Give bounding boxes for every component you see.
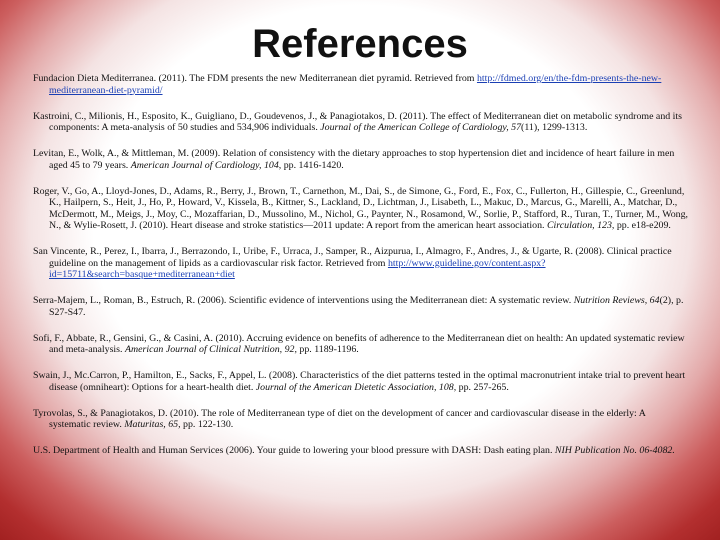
reference-text: Kastroini, C., Milionis, H., Esposito, K., Guigliano, D., Goudevenos, J., & Panagiotakos, D. (2011). The effect of Mediterranean diet on metabolic syndrome and its components: A meta-analysis of 50 studies and 534,906 individuals. [33, 110, 682, 133]
reference-text: Fundacion Dieta Mediterranea. (2011). The FDM presents the new Mediterranean diet pyramid. Retrieved from [33, 73, 477, 84]
reference-text: Roger, V., Go, A., Lloyd-Jones, D., Adams, R., Berry, J., Brown, T., Carnethon, M., Dai, S., de Simone, G., Ford, E., Fox, C., Fullerton, H., Gillespie, C., Greenlund, K., Hailpern, S., Heit, J., Ho, P., Howard, V., Kissela, B., Kittner, S., Lackland, D., Lichtman, J., Lisabeth, L., Makuc, D., Marcus, G., Marelli, A., Matchar, D., McDermott, M., Meigs, J., Moy, C., Mozaffarian, D., Mussolino, M., Nichol, G., Paynter, N., Rosamond, W., Sorlie, P., Stafford, R., Turan, T., Turner, M., Wong, N., & Wylie-Rosett, J. (2010). Heart disease and stroke statistics—2011 update: A report from the american heart association. [33, 185, 689, 231]
reference-text: Levitan, E., Wolk, A., & Mittleman, M. (2009). Relation of consistency with the dietary approaches to stop hypertension diet and incidence of heart failure in men aged 45 to 79 years. [33, 148, 675, 171]
reference-item [33, 148, 689, 171]
reference-journal: NIH Publication No. 06-4082. [554, 445, 675, 456]
reference-journal: Nutrition Reviews, 64 [573, 295, 660, 306]
reference-link[interactable]: http://www.guideline.gov/content.aspx?id=15711&search=basque+mediterranean+diet [49, 257, 546, 280]
reference-journal: Maturitas, 65, [124, 419, 181, 430]
slide-title: References [252, 22, 468, 66]
reference-item [33, 111, 689, 134]
reference-item [33, 445, 689, 457]
reference-details: pp. 1416-1420. [281, 159, 344, 171]
reference-journal: Journal of the American College of Cardiology, 57 [320, 122, 522, 133]
reference-item [33, 246, 689, 281]
reference-item [33, 408, 689, 431]
reference-details: pp. e18-e209. [614, 220, 671, 231]
reference-item [33, 186, 689, 232]
reference-text: Serra-Majem, L., Roman, B., Estruch, R. (2006). Scientific evidence of interventions using the Mediterranean diet: A systematic review. [33, 295, 574, 306]
reference-details: pp. 257-265. [456, 381, 509, 393]
reference-text: Swain, J., Mc.Carron, P., Hamilton, E., Sacks, F., Appel, L. (2008). Characteristics of the diet patterns tested in the optimal macronutrient intake trial to prevent heart disease (omniheart): Options for a heart-health diet. [33, 370, 686, 393]
reference-item [33, 295, 689, 318]
reference-list [33, 73, 689, 471]
reference-text: Sofi, F., Abbate, R., Gensini, G., & Casini, A. (2010). Accruing evidence on benefits of adherence to the Mediterranean diet on health: An updated systematic review and meta-analysis. [33, 332, 685, 355]
reference-text: Tyrovolas, S., & Panagiotakos, D. (2010). The role of Mediterranean type of diet on the development of cancer and cardiovascular disease in the elderly: A systematic review. [33, 407, 646, 430]
reference-journal: American Journal of Clinical Nutrition, 92, [124, 344, 297, 355]
reference-item [33, 73, 689, 96]
reference-journal: American Journal of Cardiology, 104, [130, 159, 282, 171]
reference-text: U.S. Department of Health and Human Services (2006). Your guide to lowering your blood pressure with DASH: Dash eating plan. [33, 445, 555, 456]
reference-journal: Journal of the American Dietetic Association, 108, [255, 381, 457, 393]
reference-details: pp. 122-130. [180, 419, 234, 430]
reference-item [33, 333, 689, 356]
reference-details: (11), 1299-1313. [521, 122, 588, 133]
reference-link[interactable]: http://fdmed.org/en/the-fdm-presents-the-new-mediterranean-diet-pyramid/ [49, 73, 662, 96]
reference-details: pp. 1189-1196. [296, 344, 359, 355]
reference-details: (2), p. S27-S47. [49, 295, 684, 318]
reference-journal: Circulation, 123, [546, 220, 615, 231]
reference-item [33, 370, 689, 393]
reference-text: San Vincente, R., Perez, I., Ibarra, J., Berrazondo, I., Uribe, F., Urraca, J., Samper, R., Aizpurua, I., Almagro, F., Andres, J., & Ugarte, R. (2008). Clinical practice guideline on the management of lipids as a cardiovascular risk factor. Retrieved from [33, 246, 672, 269]
